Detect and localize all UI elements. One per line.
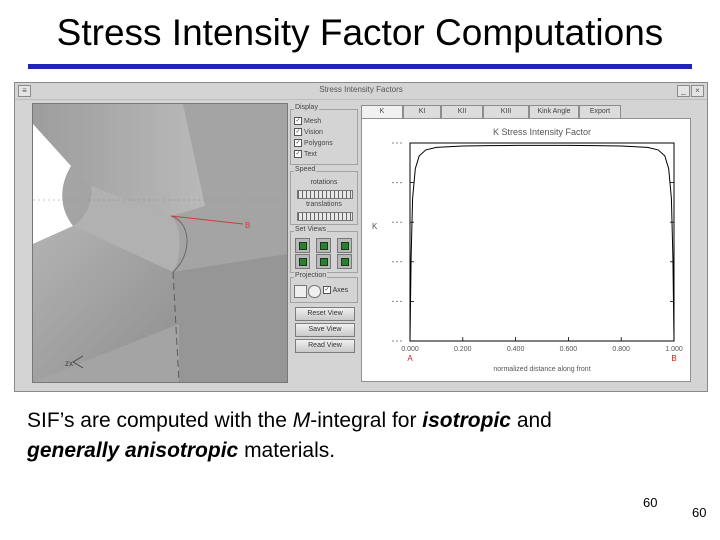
sif-series-line bbox=[410, 145, 674, 341]
view-bottom-icon[interactable] bbox=[337, 254, 352, 269]
view-front-icon[interactable] bbox=[295, 238, 310, 253]
save-view-button[interactable]: Save View bbox=[295, 323, 355, 337]
translations-label: translations bbox=[306, 201, 342, 208]
caption-text-4: materials. bbox=[238, 439, 336, 462]
rotations-slider[interactable] bbox=[297, 190, 353, 199]
display-polygons-checkbox[interactable] bbox=[294, 139, 333, 148]
rotations-label: rotations bbox=[310, 179, 338, 186]
display-polygons-label: Polygons bbox=[304, 139, 333, 147]
window-titlebar[interactable] bbox=[15, 83, 707, 100]
perspective-icon[interactable] bbox=[294, 285, 307, 298]
projection-group bbox=[290, 272, 358, 303]
viewport-point-b-label: B bbox=[245, 221, 251, 230]
translations-slider[interactable] bbox=[297, 212, 353, 221]
display-mesh-label: Mesh bbox=[304, 117, 322, 125]
tab-kiii[interactable]: KIII bbox=[483, 105, 529, 118]
x-axis-label: normalized distance along front bbox=[493, 366, 591, 373]
window-title: Stress Intensity Factors bbox=[319, 85, 403, 94]
page-number: 60 bbox=[643, 495, 658, 510]
checkbox-check-icon[interactable]: ✓ bbox=[295, 140, 301, 146]
axes-triad-label: zx bbox=[65, 359, 73, 368]
set-views-title: Set Views bbox=[295, 226, 326, 233]
caption-text-1: SIF’s are computed with the bbox=[27, 409, 293, 432]
crack-geometry-render bbox=[33, 104, 287, 382]
view-iso-icon[interactable] bbox=[316, 254, 331, 269]
caption-text-2: -integral for bbox=[310, 409, 423, 432]
y-axis-label: K bbox=[372, 222, 378, 231]
axes-check-icon[interactable]: ✓ bbox=[324, 287, 330, 293]
caption-m-italic: M bbox=[292, 409, 311, 432]
tab-kink-angle[interactable]: Kink Angle bbox=[529, 105, 579, 118]
axes-toggle[interactable] bbox=[323, 286, 348, 294]
page-number-footer: 60 bbox=[692, 505, 707, 520]
display-text-label: Text bbox=[304, 150, 317, 158]
x-start-label-a: A bbox=[407, 354, 413, 363]
title-underline bbox=[28, 64, 692, 69]
checkbox-check-icon[interactable]: ✓ bbox=[295, 151, 301, 157]
control-panel bbox=[290, 103, 360, 381]
slide-caption bbox=[27, 406, 687, 466]
caption-text-3: and bbox=[510, 409, 552, 432]
display-mesh-checkbox[interactable] bbox=[294, 117, 321, 126]
minimize-icon[interactable]: _ bbox=[677, 85, 690, 97]
display-text-checkbox[interactable] bbox=[294, 150, 317, 159]
speed-group-title: Speed bbox=[295, 166, 316, 173]
sif-app-window bbox=[14, 82, 708, 392]
x-tick-label: 0.800 bbox=[612, 346, 630, 353]
close-icon[interactable]: × bbox=[691, 85, 704, 97]
3d-viewport[interactable] bbox=[32, 103, 288, 383]
plot-frame bbox=[410, 143, 674, 341]
x-tick-label: 0.000 bbox=[401, 346, 419, 353]
tab-k[interactable]: K bbox=[361, 105, 403, 119]
read-view-button[interactable]: Read View bbox=[295, 339, 355, 353]
window-menu-icon[interactable]: ≡ bbox=[18, 85, 31, 97]
view-side-icon[interactable] bbox=[316, 238, 331, 253]
x-tick-label: 0.600 bbox=[559, 346, 578, 353]
display-vision-checkbox[interactable] bbox=[294, 128, 323, 137]
speed-group bbox=[290, 166, 358, 225]
tab-ki[interactable]: KI bbox=[403, 105, 441, 118]
checkbox-check-icon[interactable]: ✓ bbox=[295, 118, 301, 124]
caption-isotropic: isotropic bbox=[422, 409, 511, 432]
sif-line-chart bbox=[362, 119, 690, 381]
x-end-label-b: B bbox=[671, 354, 677, 363]
orthographic-icon[interactable] bbox=[308, 285, 321, 298]
x-tick-label: 1.000 bbox=[665, 346, 683, 353]
display-group-title: Display bbox=[295, 104, 318, 111]
set-views-group bbox=[290, 226, 358, 273]
sif-plot-pane bbox=[361, 118, 691, 382]
projection-title: Projection bbox=[295, 272, 327, 279]
x-tick-label: 0.400 bbox=[506, 346, 525, 353]
chart-title: K Stress Intensity Factor bbox=[492, 127, 592, 137]
reset-view-button[interactable]: Reset View bbox=[295, 307, 355, 321]
slide-title: Stress Intensity Factor Computations bbox=[56, 12, 664, 53]
tab-export[interactable]: Export bbox=[579, 105, 621, 118]
display-vision-label: Vision bbox=[304, 128, 323, 136]
x-tick-label: 0.200 bbox=[454, 346, 472, 353]
tab-kii[interactable]: KII bbox=[441, 105, 483, 118]
axes-label: Axes bbox=[332, 286, 349, 294]
caption-anisotropic: generally anisotropic bbox=[27, 439, 239, 462]
view-back-icon[interactable] bbox=[295, 254, 310, 269]
display-group bbox=[290, 104, 358, 165]
view-top-icon[interactable] bbox=[337, 238, 352, 253]
checkbox-check-icon[interactable]: ✓ bbox=[295, 129, 301, 135]
